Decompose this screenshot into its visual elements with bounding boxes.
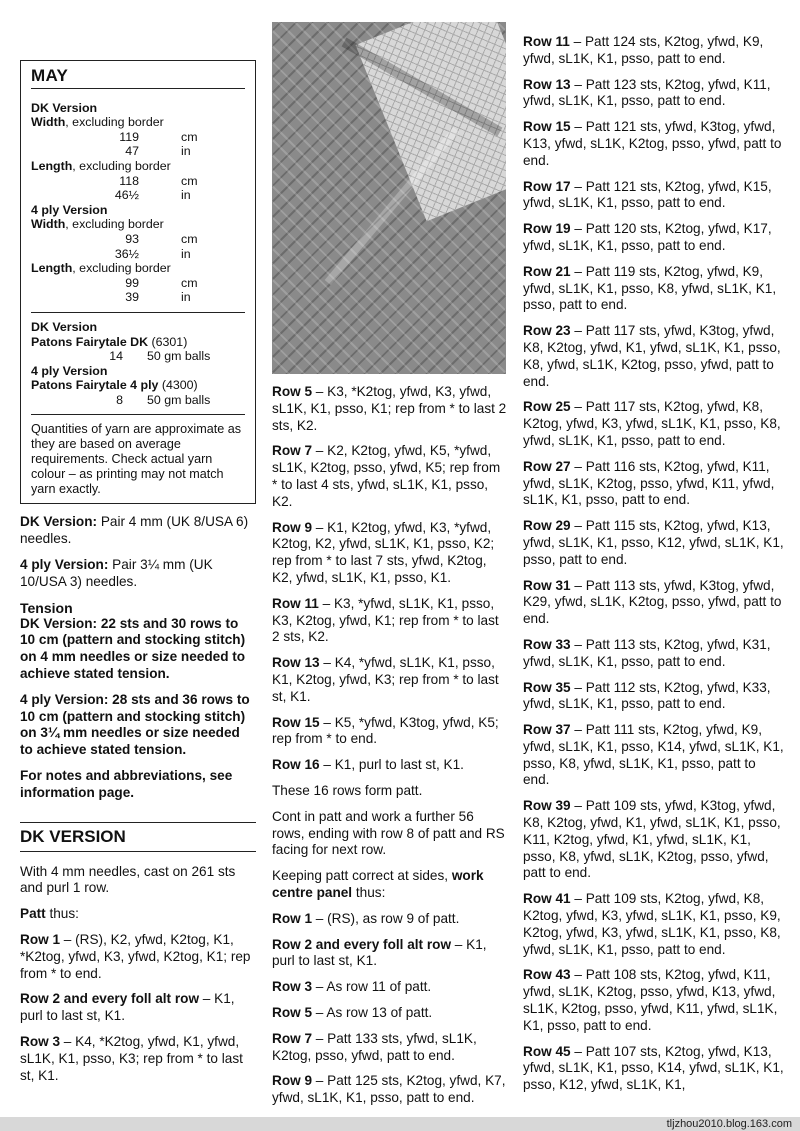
row-instruction: Row 11 – Patt 124 sts, K2tog, yfwd, K9, yfwd, sL1K, K1, psso, patt to end. (523, 34, 764, 66)
tension-dk: DK Version: 22 sts and 30 rows to 10 cm (pattern and stocking stitch) on 4 mm needles or size needed to achieve stated tension. (20, 615, 246, 682)
row-instruction: Row 35 – Patt 112 sts, K2tog, yfwd, K33, yfwd, sL1K, K1, psso, patt to end. (523, 679, 771, 712)
row-instruction: Row 31 – Patt 113 sts, yfwd, K3tog, yfwd, K29, yfwd, sL1K, K2tog, psso, yfwd, patt to end. (523, 577, 782, 627)
row-instruction: Row 19 – Patt 120 sts, K2tog, yfwd, K17, yfwd, sL1K, K1, psso, patt to end. (523, 221, 772, 253)
ply-length-label: Length, excluding border (31, 261, 171, 276)
row-instruction: Row 15 – Patt 121 sts, yfwd, K3tog, yfwd, K13, yfwd, sL1K, K2tog, psso, yfwd, patt to end. (523, 119, 782, 168)
info-box (20, 60, 256, 504)
needles-ply: 4 ply Version: Pair 3¼ mm (UK 10/USA 3) needles. (20, 557, 213, 589)
size-ply-heading: 4 ply Version (31, 202, 108, 217)
row-instruction: Row 13 – K4, *yfwd, sL1K, K1, psso, K1, K2tog, yfwd, K3; rep from * to last st, K1. (272, 655, 499, 704)
row-instruction: Row 9 – K1, K2tog, yfwd, K3, *yfwd, K2tog, K2, yfwd, sL1K, K1, psso, K2; rep from * to last 7 sts, yfwd, K2tog, K2, yfwd, sL1K, K1, psso, K1. (272, 519, 495, 585)
row-instruction: Row 15 – K5, *yfwd, K3tog, yfwd, K5; rep from * to end. (272, 714, 499, 747)
blanket-photo (272, 22, 506, 374)
row-instruction: Row 27 – Patt 116 sts, K2tog, yfwd, K11, yfwd, sL1K, K2tog, psso, yfwd, K11, yfwd, sL1K, K1, psso, patt to end. (523, 458, 775, 508)
row-instruction: Row 23 – Patt 117 sts, yfwd, K3tog, yfwd, K8, K2tog, yfwd, K1, yfwd, sL1K, K1, psso, K8, yfwd, sL1K, K2tog, psso, yfwd, patt to end. (523, 323, 781, 389)
row-instruction: Row 7 – Patt 133 sts, yfwd, sL1K, K2tog, psso, yfwd, patt to end. (272, 1030, 477, 1063)
row-instruction: Row 9 – Patt 125 sts, K2tog, yfwd, K7, yfwd, sL1K, K1, psso, patt to end. (272, 1073, 506, 1106)
form-patt: These 16 rows form patt. (272, 782, 423, 798)
row-instruction: Row 29 – Patt 115 sts, K2tog, yfwd, K13, yfwd, sL1K, K1, psso, K12, yfwd, sL1K, K1, psso, patt to end. (523, 518, 784, 567)
row-instruction: Row 13 – Patt 123 sts, K2tog, yfwd, K11, yfwd, sL1K, K1, psso, patt to end. (523, 76, 771, 109)
row-instruction: Row 16 – K1, purl to last st, K1. (272, 757, 464, 773)
patt-intro: Patt thus: (20, 906, 79, 922)
row-instruction: Row 45 – Patt 107 sts, K2tog, yfwd, K13, yfwd, sL1K, K1, psso, K14, yfwd, sL1K, K1, psso, K12, yfwd, sL1K, K1, (523, 1043, 784, 1093)
continue-text: Cont in patt and work a further 56 rows, ending with row 8 of patt and RS facing for next row. (272, 808, 505, 858)
centre-panel-intro: Keeping patt correct at sides, work centre panel thus: (272, 868, 484, 900)
section-title: DK VERSION (20, 822, 256, 852)
divider (31, 88, 245, 89)
ply-width-cm: 93 cm (125, 231, 198, 246)
divider (31, 414, 245, 415)
yarn-dk-name: Patons Fairytale DK (6301) (31, 334, 188, 349)
needles-dk: DK Version: Pair 4 mm (UK 8/USA 6) needles. (20, 514, 249, 547)
row-instruction: Row 11 – K3, *yfwd, sL1K, K1, psso, K3, K2tog, yfwd, K1; rep from * to last 2 sts, K2. (272, 595, 499, 645)
row-instruction: Row 2 and every foll alt row – K1, purl to last st, K1. (272, 936, 487, 969)
row-instruction: Row 41 – Patt 109 sts, K2tog, yfwd, K8, K2tog, yfwd, K3, yfwd, sL1K, K1, psso, K9, K2tog, yfwd, K3, yfwd, sL1K, K1, psso, K8, yfwd, sL1K, K1, psso, patt to end. (523, 891, 781, 957)
row-instruction: Row 2 and every foll alt row – K1, purl to last st, K1. (20, 991, 235, 1024)
yarn-dk-heading: DK Version (31, 319, 98, 334)
yarn-ply-name: Patons Fairytale 4 ply (4300) (31, 378, 198, 393)
row-instruction: Row 39 – Patt 109 sts, yfwd, K3tog, yfwd, K8, K2tog, yfwd, K1, yfwd, sL1K, K1, psso, K11, K2tog, yfwd, K1, yfwd, sL1K, K1, psso, K8, yfwd, sL1K, K2tog, psso, yfwd, patt to end. (523, 798, 781, 881)
tension-heading: Tension (20, 599, 73, 616)
row-instruction: Row 33 – Patt 113 sts, K2tog, yfwd, K31, yfwd, sL1K, K1, psso, patt to end. (523, 636, 771, 669)
cast-on: With 4 mm needles, cast on 261 sts and purl 1 row. (20, 863, 236, 896)
ply-length-cm: 99 cm (125, 275, 198, 290)
dk-length-in: 46½ in (114, 188, 191, 203)
ply-width-label: Width, excluding border (31, 217, 164, 232)
left-column (20, 60, 256, 1093)
yarn-ply-qty: 8 50 gm balls (116, 392, 211, 407)
yarn-dk-qty: 14 50 gm balls (109, 349, 211, 364)
footer-bar (0, 1117, 800, 1131)
dk-length-label: Length, excluding border (31, 158, 171, 173)
middle-column (272, 384, 508, 1116)
ply-width-in: 36½ in (114, 246, 191, 261)
yarn-note: Quantities of yarn are approximate as they are based on average requirements. Check actual yarn colour – as printing may not match yarn exactly. (31, 422, 242, 496)
pattern-title: MAY (31, 66, 69, 85)
row-instruction: Row 7 – K2, K2tog, yfwd, K5, *yfwd, sL1K, K2tog, psso, yfwd, K5; rep from * to last 4 sts, yfwd, sL1K, K1, psso, K2. (272, 443, 501, 509)
row-instruction: Row 5 – K3, *K2tog, yfwd, K3, yfwd, sL1K, K1, psso, K1; rep from * to last 2 sts, K2. (272, 384, 507, 433)
row-instruction: Row 1 – (RS), K2, yfwd, K2tog, K1, *K2tog, yfwd, K3, yfwd, K2tog, K1; rep from * to end. (20, 932, 251, 981)
dk-width-cm: 119 cm (119, 129, 198, 144)
row-instruction: Row 25 – Patt 117 sts, K2tog, yfwd, K8, K2tog, yfwd, K3, yfwd, sL1K, K1, psso, K8, yfwd, sL1K, K1, psso, patt to end. (523, 399, 781, 448)
notes-reference: For notes and abbreviations, see information page. (20, 768, 233, 800)
footer-credit: tljzhou2010.blog.163.com (666, 1118, 792, 1130)
row-instruction: Row 3 – K4, *K2tog, yfwd, K1, yfwd, sL1K, K1, psso, K3; rep from * to last st, K1. (20, 1033, 243, 1083)
row-instruction: Row 21 – Patt 119 sts, K2tog, yfwd, K9, yfwd, sL1K, K1, psso, K8, yfwd, sL1K, K1, psso, patt to end. (523, 263, 777, 313)
ply-length-in: 39 in (125, 290, 191, 305)
dk-width-label: Width, excluding border (31, 115, 164, 130)
row-instruction: Row 17 – Patt 121 sts, K2tog, yfwd, K15, yfwd, sL1K, K1, psso, patt to end. (523, 178, 772, 211)
tension-ply: 4 ply Version: 28 sts and 36 rows to 10 cm (pattern and stocking stitch) on 3¼ mm needles or size needed to achieve stated tension. (20, 691, 250, 758)
row-instruction: Row 3 – As row 11 of patt. (272, 979, 432, 995)
row-instruction: Row 43 – Patt 108 sts, K2tog, yfwd, K11, yfwd, sL1K, K2tog, psso, yfwd, K13, yfwd, sL1K, K2tog, psso, yfwd, K11, yfwd, sL1K, K1, psso, patt to end. (523, 967, 778, 1033)
size-dk-heading: DK Version (31, 100, 98, 115)
dk-length-cm: 118 cm (119, 173, 198, 188)
divider (31, 312, 245, 313)
row-instruction: Row 1 – (RS), as row 9 of patt. (272, 910, 460, 926)
right-column (523, 34, 785, 1103)
row-instruction: Row 37 – Patt 111 sts, K2tog, yfwd, K9, yfwd, sL1K, K1, psso, K14, yfwd, sL1K, K1, psso, K8, yfwd, sL1K, K1, psso, patt to end. (523, 722, 784, 788)
dk-width-in: 47 in (125, 144, 191, 159)
yarn-ply-heading: 4 ply Version (31, 363, 108, 378)
row-instruction: Row 5 – As row 13 of patt. (272, 1004, 433, 1020)
